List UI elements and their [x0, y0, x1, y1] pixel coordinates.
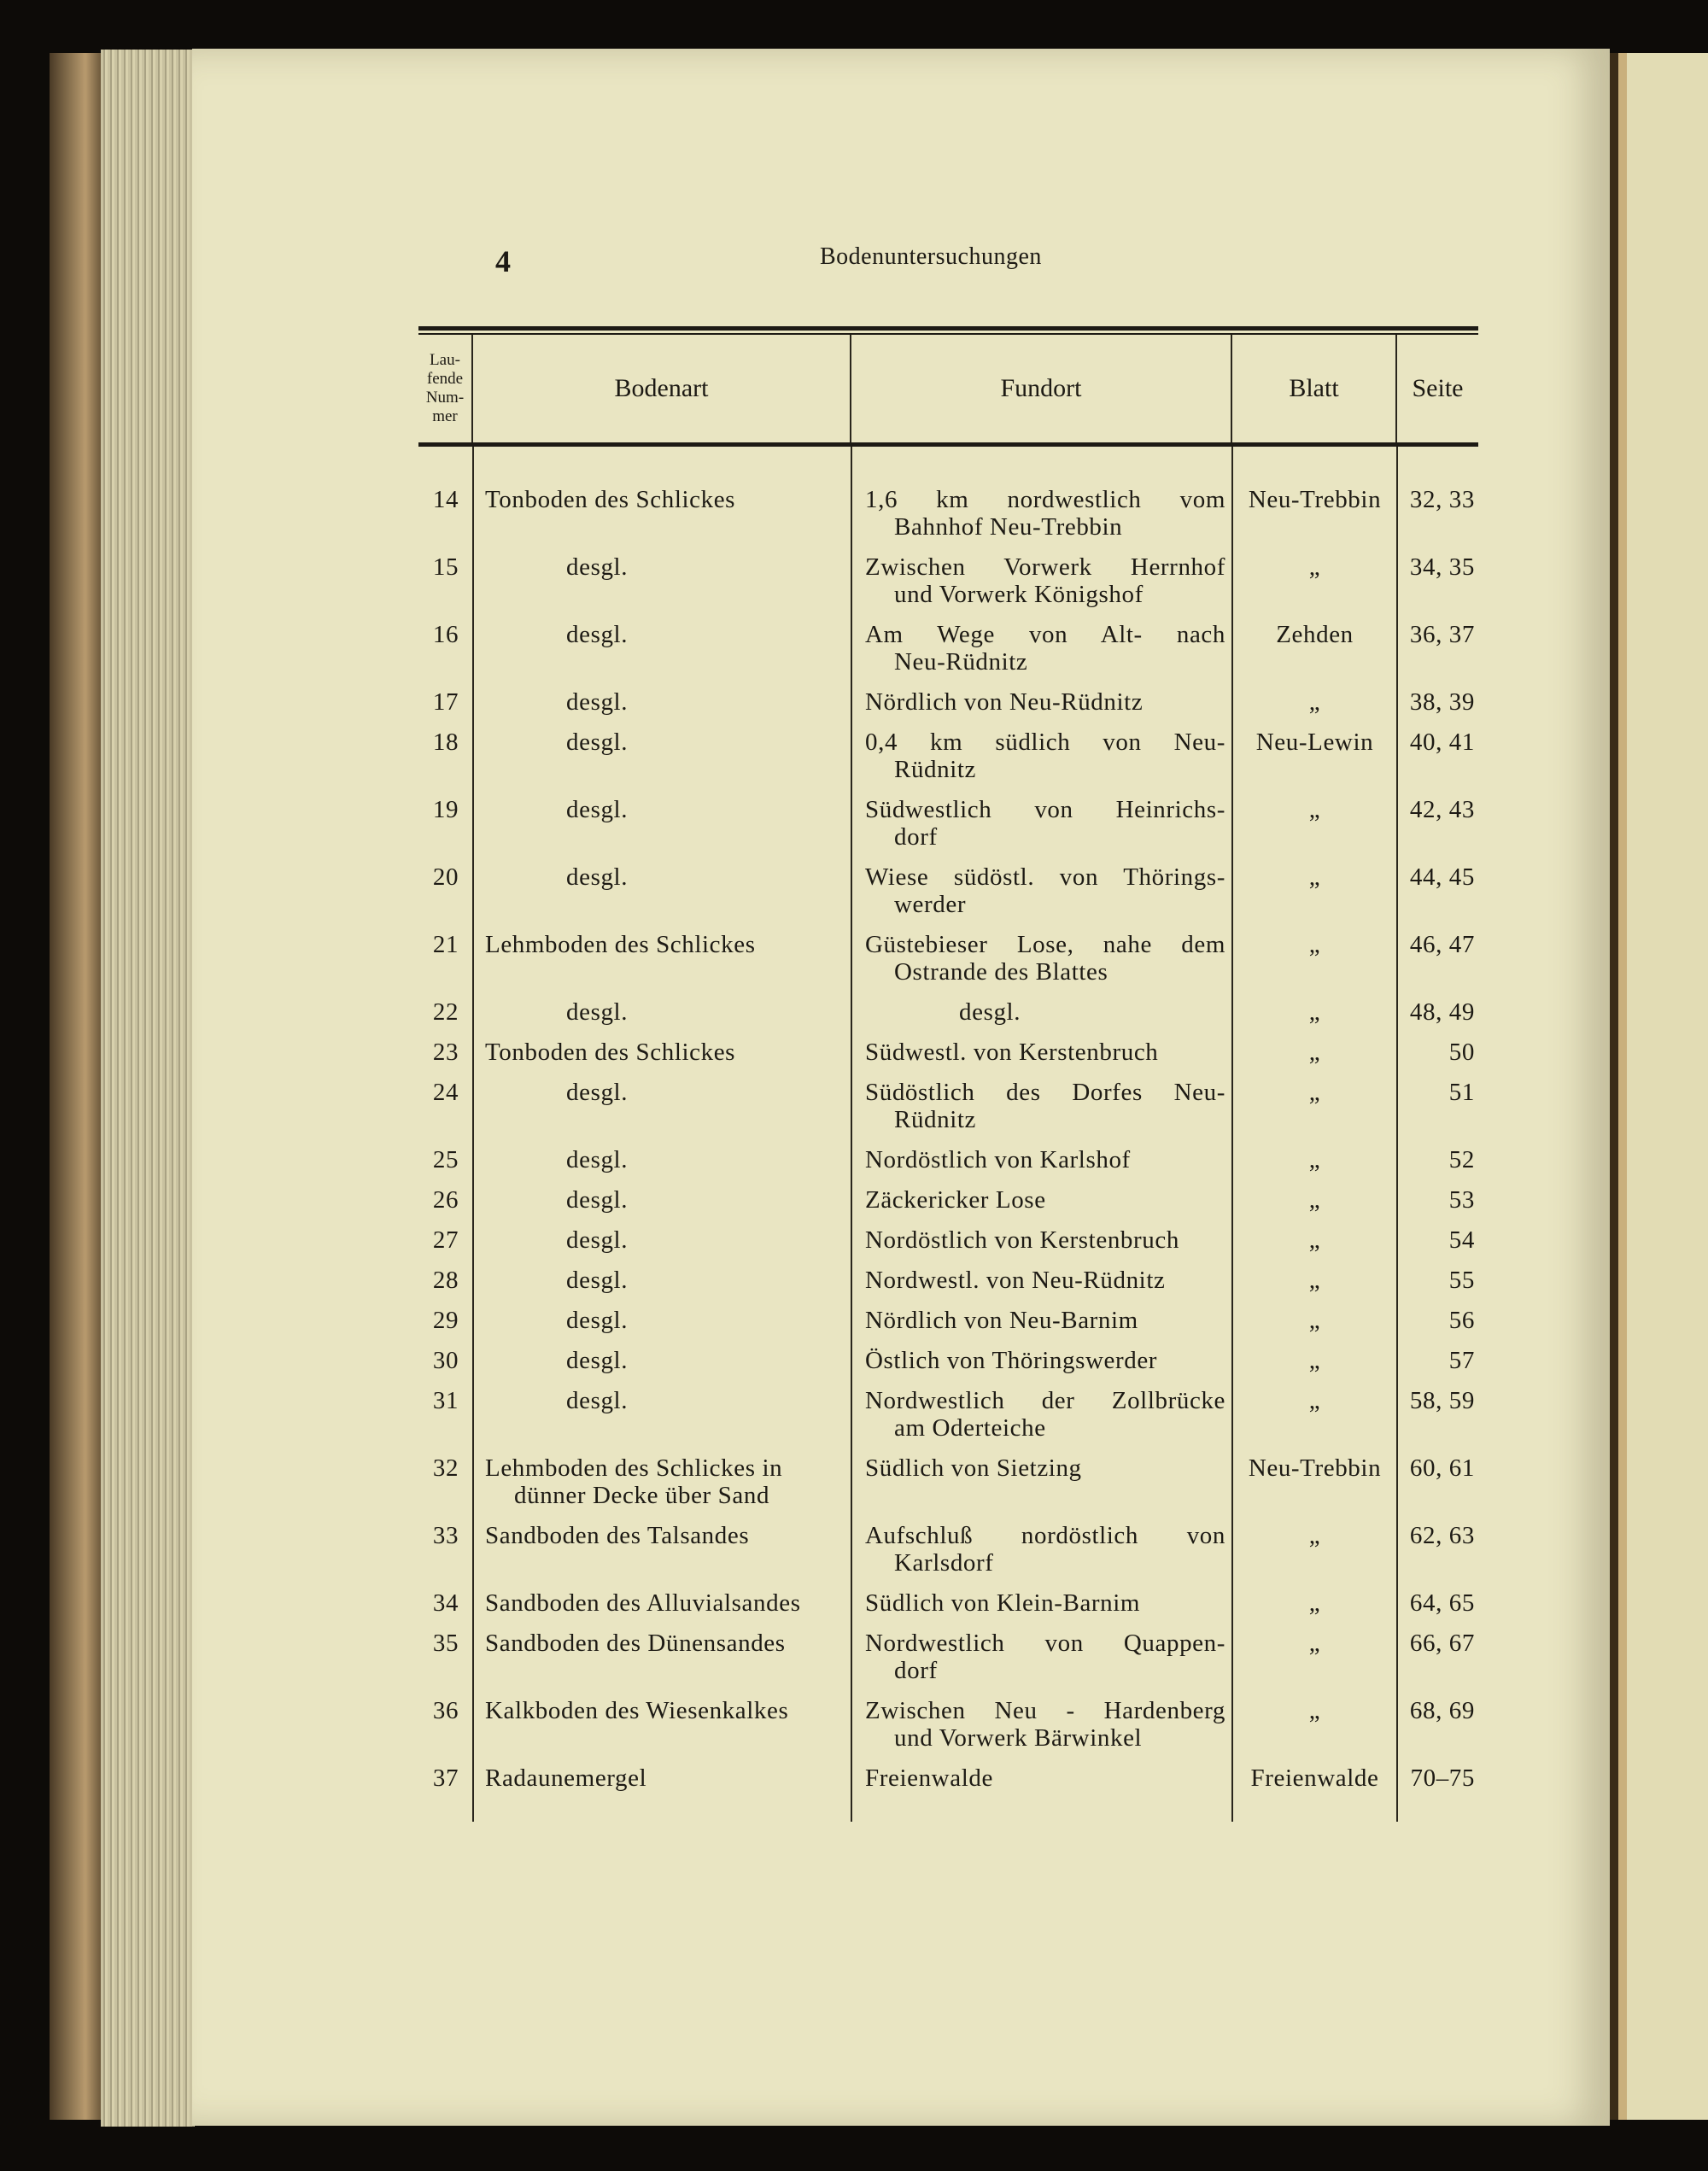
blatt-cell: „	[1308, 553, 1321, 581]
blatt-cell: „	[1308, 796, 1321, 823]
table-row	[418, 1347, 1478, 1387]
fundort-line: Zwischen Neu - Hardenberg	[865, 1697, 1225, 1724]
blatt-cell: Neu-Trebbin	[1248, 486, 1382, 513]
fundort-cell	[851, 1387, 1232, 1442]
fundort-line: Östlich von Thöringswerder	[865, 1347, 1158, 1374]
fundort-cell	[851, 1347, 1232, 1374]
seite-cell: 70–75	[1410, 1764, 1475, 1792]
bodenart-cell	[473, 1146, 851, 1173]
header-nr-line: Num-	[425, 389, 465, 407]
blatt-cell: „	[1308, 1697, 1321, 1724]
header-nr-line: Lau-	[430, 351, 460, 369]
bodenart-line: Sandboden des Dünensandes	[485, 1630, 786, 1657]
header-seite: Seite	[1412, 374, 1464, 402]
header-nr-line: mer	[432, 407, 458, 425]
blatt-cell: „	[1308, 1589, 1321, 1617]
fundort-line: Südwestl. von Kerstenbruch	[865, 1039, 1159, 1066]
column-divider	[851, 447, 852, 1822]
row-number: 22	[432, 998, 459, 1026]
row-number: 36	[432, 1697, 459, 1724]
blatt-cell: Neu-Lewin	[1255, 729, 1374, 756]
fundort-line: dorf	[894, 1657, 938, 1684]
bodenart-cell	[473, 1630, 851, 1684]
bodenart-cell	[473, 863, 851, 918]
bodenart-cell	[473, 1226, 851, 1254]
bodenart-cell	[473, 1039, 851, 1066]
seite-cell: 42, 43	[1409, 796, 1475, 823]
table-row	[418, 796, 1478, 863]
row-number: 33	[432, 1522, 459, 1549]
bodenart-cell	[473, 1387, 851, 1442]
bodenart-line: desgl.	[566, 1387, 629, 1414]
fundort-line: Südlich von Klein-Barnim	[865, 1589, 1141, 1617]
header-blatt: Blatt	[1232, 335, 1397, 442]
bodenart-line: Lehmboden des Schlickes in	[485, 1454, 783, 1482]
bodenart-line: desgl.	[566, 998, 629, 1026]
table-header	[418, 335, 1478, 447]
table-row	[418, 931, 1478, 998]
fundort-cell	[851, 1630, 1232, 1684]
seite-cell: 44, 45	[1409, 863, 1475, 891]
bodenart-line: desgl.	[566, 1307, 629, 1334]
bodenart-cell	[473, 1522, 851, 1577]
bodenart-line: desgl.	[566, 729, 629, 756]
fundort-line: am Oderteiche	[894, 1414, 1046, 1442]
fundort-cell	[851, 1146, 1232, 1173]
row-number: 16	[432, 621, 459, 648]
bodenart-cell	[473, 998, 851, 1026]
table-row	[418, 621, 1478, 688]
bodenart-cell	[473, 931, 851, 986]
header-nr	[418, 335, 473, 442]
fundort-line: Wiese südöstl. von Thörings-	[865, 863, 1225, 891]
row-number: 37	[432, 1764, 459, 1792]
row-number: 27	[432, 1226, 459, 1254]
bodenart-line: desgl.	[566, 621, 629, 648]
bodenart-cell	[473, 486, 851, 541]
fundort-cell	[851, 621, 1232, 676]
page-edges	[101, 50, 195, 2127]
bodenart-line: desgl.	[566, 553, 629, 581]
soil-table	[418, 326, 1478, 1805]
fundort-line: und Vorwerk Bärwinkel	[894, 1724, 1143, 1752]
bodenart-line: Sandboden des Alluvialsandes	[485, 1589, 801, 1617]
fundort-line: Ostrande des Blattes	[894, 958, 1108, 986]
row-number: 26	[432, 1186, 459, 1214]
table-row	[418, 1630, 1478, 1697]
seite-cell: 46, 47	[1409, 931, 1475, 958]
table-row	[418, 1267, 1478, 1307]
seite-cell: 58, 59	[1409, 1387, 1475, 1414]
bodenart-cell	[473, 729, 851, 783]
seite-cell: 53	[1448, 1186, 1475, 1214]
seite-cell: 64, 65	[1409, 1589, 1475, 1617]
bodenart-line: desgl.	[566, 1267, 629, 1294]
row-number: 14	[432, 486, 459, 513]
blatt-cell: „	[1308, 1307, 1321, 1334]
fundort-cell	[851, 931, 1232, 986]
blatt-cell: „	[1308, 1226, 1321, 1254]
fundort-cell	[851, 1454, 1232, 1509]
fundort-line: Bahnhof Neu-Trebbin	[894, 513, 1123, 541]
fundort-line: und Vorwerk Königshof	[894, 581, 1144, 608]
fundort-cell	[851, 553, 1232, 608]
fundort-line: Zwischen Vorwerk Herrnhof	[865, 553, 1225, 581]
fundort-line: Südöstlich des Dorfes Neu-	[865, 1079, 1225, 1106]
seite-cell: 50	[1448, 1039, 1475, 1066]
seite-cell: 32, 33	[1409, 486, 1475, 513]
seite-cell: 57	[1448, 1347, 1475, 1374]
table-row	[418, 1146, 1478, 1186]
table-row	[418, 1079, 1478, 1146]
fundort-line: Freienwalde	[865, 1764, 993, 1792]
row-number: 28	[432, 1267, 459, 1294]
table-row	[418, 1186, 1478, 1226]
bodenart-line: desgl.	[566, 688, 629, 716]
seite-cell: 40, 41	[1409, 729, 1475, 756]
header-nr-line: fende	[426, 370, 464, 388]
bodenart-line: Tonboden des Schlickes	[485, 1039, 736, 1066]
row-number: 30	[432, 1347, 459, 1374]
bodenart-cell	[473, 796, 851, 851]
fundort-cell	[851, 1039, 1232, 1066]
bodenart-line: desgl.	[566, 1186, 629, 1214]
header-fundort: Fundort	[851, 335, 1232, 442]
fundort-cell	[851, 796, 1232, 851]
blatt-cell: „	[1308, 1039, 1321, 1066]
blatt-cell: „	[1308, 1522, 1321, 1549]
row-number: 25	[432, 1146, 459, 1173]
table-row	[418, 1522, 1478, 1589]
blatt-cell: „	[1308, 931, 1321, 958]
seite-cell: 55	[1448, 1267, 1475, 1294]
blatt-cell: „	[1308, 1079, 1321, 1106]
bodenart-cell	[473, 1307, 851, 1334]
next-page-edge	[1610, 53, 1708, 2120]
table-row	[418, 1307, 1478, 1347]
running-head: Bodenuntersuchungen	[820, 243, 1042, 270]
table-row	[418, 1387, 1478, 1454]
row-number: 18	[432, 729, 459, 756]
fundort-cell	[851, 1267, 1232, 1294]
fundort-cell	[851, 1079, 1232, 1133]
blatt-cell: „	[1308, 1387, 1321, 1414]
blatt-cell: Zehden	[1276, 621, 1354, 648]
fundort-cell	[851, 1764, 1232, 1792]
fundort-cell	[851, 1522, 1232, 1577]
bodenart-line: desgl.	[566, 863, 629, 891]
fundort-cell	[851, 863, 1232, 918]
bodenart-line: Kalkboden des Wiesenkalkes	[485, 1697, 789, 1724]
table-row	[418, 1764, 1478, 1805]
blatt-cell: „	[1308, 863, 1321, 891]
fundort-line: Neu-Rüdnitz	[894, 648, 1028, 676]
bodenart-line: desgl.	[566, 1226, 629, 1254]
fundort-cell	[851, 1307, 1232, 1334]
table-row	[418, 1697, 1478, 1764]
bodenart-cell	[473, 688, 851, 716]
fundort-line: Nordwestlich von Quappen-	[865, 1630, 1225, 1657]
row-number: 34	[432, 1589, 459, 1617]
blatt-cell: „	[1308, 1347, 1321, 1374]
column-divider	[472, 447, 474, 1822]
fundort-line: desgl.	[959, 998, 1021, 1026]
fundort-line: Südwestlich von Heinrichs-	[865, 796, 1225, 823]
bodenart-line: desgl.	[566, 796, 629, 823]
bodenart-cell	[473, 553, 851, 608]
row-number: 15	[432, 553, 459, 581]
table-row	[418, 553, 1478, 621]
seite-cell: 51	[1448, 1079, 1475, 1106]
row-number: 17	[432, 688, 459, 716]
table-row	[418, 1454, 1478, 1522]
bodenart-line: desgl.	[566, 1146, 629, 1173]
fundort-cell	[851, 486, 1232, 541]
fundort-line: Rüdnitz	[894, 1106, 977, 1133]
bodenart-cell	[473, 1186, 851, 1214]
row-number: 23	[432, 1039, 459, 1066]
seite-cell: 38, 39	[1409, 688, 1475, 716]
table-body	[418, 447, 1478, 1805]
fundort-line: Nördlich von Neu-Rüdnitz	[865, 688, 1144, 716]
table-row	[418, 1039, 1478, 1079]
seite-cell: 62, 63	[1409, 1522, 1475, 1549]
row-number: 35	[432, 1630, 459, 1657]
column-divider	[1231, 447, 1233, 1822]
bodenart-line: Radaunemergel	[485, 1764, 647, 1792]
bodenart-line: Lehmboden des Schlickes	[485, 931, 756, 958]
top-rule	[418, 326, 1478, 331]
seite-cell: 48, 49	[1409, 998, 1475, 1026]
book-spine	[50, 53, 101, 2120]
fundort-line: Güstebieser Lose, nahe dem	[865, 931, 1225, 958]
row-number: 29	[432, 1307, 459, 1334]
fundort-line: Aufschluß nordöstlich von	[865, 1522, 1225, 1549]
seite-cell: 66, 67	[1409, 1630, 1475, 1657]
fundort-cell	[851, 998, 1232, 1026]
fundort-line: Nordöstlich von Karlshof	[865, 1146, 1131, 1173]
row-number: 24	[432, 1079, 459, 1106]
table-row	[418, 1589, 1478, 1630]
bodenart-cell	[473, 1697, 851, 1752]
fundort-cell	[851, 1697, 1232, 1752]
row-number: 32	[432, 1454, 459, 1482]
fundort-line: 0,4 km südlich von Neu-	[865, 729, 1225, 756]
blatt-cell: „	[1308, 1267, 1321, 1294]
blatt-cell: „	[1308, 688, 1321, 716]
fundort-line: werder	[894, 891, 967, 918]
row-number: 21	[432, 931, 459, 958]
fundort-cell	[851, 729, 1232, 783]
fundort-line: 1,6 km nordwestlich vom	[865, 486, 1225, 513]
bodenart-cell	[473, 1764, 851, 1792]
row-number: 20	[432, 863, 459, 891]
seite-cell: 34, 35	[1409, 553, 1475, 581]
bodenart-line: Sandboden des Talsandes	[485, 1522, 750, 1549]
seite-cell: 60, 61	[1409, 1454, 1475, 1482]
bodenart-line: dünner Decke über Sand	[514, 1482, 770, 1509]
fundort-line: Karlsdorf	[894, 1549, 994, 1577]
fundort-cell	[851, 1589, 1232, 1617]
seite-cell: 36, 37	[1409, 621, 1475, 648]
table-row	[418, 863, 1478, 931]
blatt-cell: Neu-Trebbin	[1248, 1454, 1382, 1482]
bodenart-cell	[473, 1589, 851, 1617]
blatt-cell: Freienwalde	[1250, 1764, 1379, 1792]
bodenart-line: desgl.	[566, 1079, 629, 1106]
table-row	[418, 729, 1478, 796]
table-row	[418, 998, 1478, 1039]
blatt-cell: „	[1308, 1630, 1321, 1657]
bodenart-cell	[473, 1079, 851, 1133]
page-number: 4	[495, 244, 511, 278]
fundort-line: Am Wege von Alt- nach	[865, 621, 1225, 648]
bodenart-cell	[473, 1347, 851, 1374]
blatt-cell: „	[1308, 1146, 1321, 1173]
bodenart-line: Tonboden des Schlickes	[485, 486, 736, 513]
fundort-cell	[851, 688, 1232, 716]
seite-cell: 56	[1448, 1307, 1475, 1334]
row-number: 31	[432, 1387, 459, 1414]
seite-cell: 54	[1448, 1226, 1475, 1254]
row-number: 19	[432, 796, 459, 823]
bodenart-cell	[473, 1267, 851, 1294]
fundort-line: dorf	[894, 823, 938, 851]
fundort-line: Rüdnitz	[894, 756, 977, 783]
column-divider	[1396, 447, 1398, 1822]
seite-cell: 68, 69	[1409, 1697, 1475, 1724]
fundort-line: Nordwestlich der Zollbrücke	[865, 1387, 1225, 1414]
table-row	[418, 1226, 1478, 1267]
fundort-line: Nordwestl. von Neu-Rüdnitz	[865, 1267, 1166, 1294]
fundort-cell	[851, 1226, 1232, 1254]
fundort-line: Zäckericker Lose	[865, 1186, 1046, 1214]
bodenart-cell	[473, 621, 851, 676]
blatt-cell: „	[1308, 998, 1321, 1026]
bodenart-line: desgl.	[566, 1347, 629, 1374]
fundort-line: Nördlich von Neu-Barnim	[865, 1307, 1138, 1334]
fundort-cell	[851, 1186, 1232, 1214]
header-bodenart: Bodenart	[473, 335, 851, 442]
table-row	[418, 688, 1478, 729]
blatt-cell: „	[1308, 1186, 1321, 1214]
fundort-line: Südlich von Sietzing	[865, 1454, 1082, 1482]
bodenart-cell	[473, 1454, 851, 1509]
fundort-line: Nordöstlich von Kerstenbruch	[865, 1226, 1179, 1254]
seite-cell: 52	[1448, 1146, 1475, 1173]
table-row	[418, 486, 1478, 553]
